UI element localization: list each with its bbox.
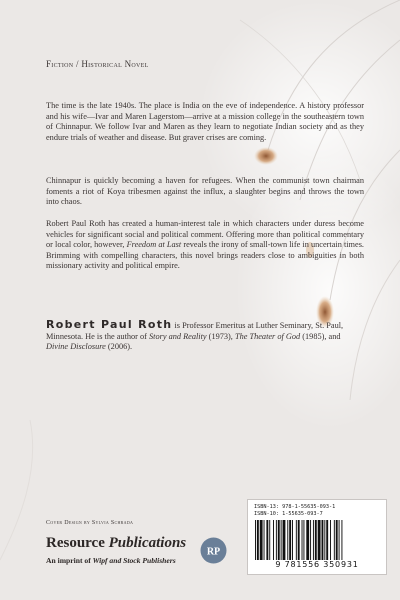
barcode-bar bbox=[339, 520, 340, 560]
publisher-name-part: Resource bbox=[46, 535, 109, 551]
barcode-bar bbox=[269, 520, 270, 560]
barcode-bar bbox=[324, 520, 325, 560]
barcode-bar bbox=[287, 520, 288, 560]
barcode-bar bbox=[330, 520, 331, 560]
publisher-name bbox=[46, 535, 186, 552]
barcode-bar bbox=[273, 520, 274, 560]
barcode-bar bbox=[302, 520, 303, 560]
author-book-title: Divine Disclosure bbox=[46, 342, 106, 352]
barcode-digits: 9 781556 350931 bbox=[275, 560, 359, 569]
genre-label: Fiction / Historical Novel bbox=[46, 59, 149, 69]
barcode-bar bbox=[334, 520, 335, 560]
barcode-bar bbox=[296, 520, 297, 560]
imprint-text: An imprint of bbox=[46, 556, 93, 565]
barcode-bar bbox=[255, 520, 256, 560]
blurb-paragraph-2: Chinnapur is quickly becoming a haven for refugees. When the communist town chairman foments a riot of Koya tribesmen against the influx, a slaughter begins and throws the town into chaos. bbox=[46, 176, 364, 207]
publisher-logo bbox=[200, 537, 227, 564]
publisher-name-part: Publications bbox=[108, 535, 187, 551]
barcode-bar bbox=[283, 520, 286, 560]
publisher-imprint bbox=[46, 556, 176, 565]
logo-text: RP bbox=[206, 546, 221, 558]
blurb-paragraph-1: The time is the late 1940s. The place is India on the eve of independence. A history professor and his wife—Ivar and Maren Lagerstom—arrive at a mission college in the southeastern town of Chinnapur. We follow Ivar and Maren as they learn to negotiate Indian society and as they endure trials of weather and disease. But graver crises are coming. bbox=[46, 101, 364, 142]
isbn-13: ISBN-13: 978-1-55635-093-1 bbox=[254, 504, 336, 510]
cover-design-credit: Cover Design by Sylvia Schrada bbox=[46, 520, 134, 526]
blurb-text: reveals the irony of small-town life in uncertain times. Brimming with compelling characters, this novel brings readers close to ambiguities in both missionary activity and political empire. bbox=[46, 240, 365, 271]
author-book-title: The Theater of God bbox=[234, 331, 301, 341]
author-bio bbox=[46, 320, 364, 353]
barcode bbox=[247, 499, 387, 575]
author-book-title: Story and Reality bbox=[149, 331, 207, 341]
book-title: Freedom at Last bbox=[126, 240, 182, 250]
barcode-bar bbox=[260, 520, 263, 560]
barcode-bar bbox=[303, 520, 304, 560]
barcode-bar bbox=[313, 520, 314, 560]
barcode-bar bbox=[310, 520, 311, 560]
blurb-text: Robert Paul Roth has created a human-interest tale in which characters under duress become vehicles for significant social and political comment. Offering more than political commentary or local color, however, bbox=[46, 219, 364, 250]
barcode-bar bbox=[298, 520, 300, 560]
isbn-10: ISBN-10: 1-55635-093-7 bbox=[254, 511, 323, 517]
author-bio-text: (1973), bbox=[206, 331, 235, 341]
barcode-bar bbox=[281, 520, 282, 560]
author-bio-text: (2006). bbox=[105, 342, 133, 352]
barcode-bar bbox=[292, 520, 293, 560]
barcode-bar bbox=[276, 520, 277, 560]
barcode-bar bbox=[315, 520, 317, 560]
barcode-bar bbox=[257, 520, 259, 560]
barcode-bar bbox=[326, 520, 328, 560]
blurb-paragraph-3 bbox=[46, 219, 364, 272]
barcode-bar bbox=[322, 520, 324, 560]
barcode-bar bbox=[264, 520, 265, 560]
imprint-publisher: Wipf and Stock Publishers bbox=[92, 556, 176, 565]
barcode-bar bbox=[318, 520, 321, 560]
barcode-bar bbox=[336, 520, 338, 560]
barcode-bar bbox=[289, 520, 291, 560]
author-bio-text: is Professor Emeritus at Luther Seminary, St. Paul, Minnesota. He is the author of bbox=[46, 321, 344, 341]
author-bio-text: (1985), and bbox=[300, 331, 341, 341]
barcode-bar bbox=[306, 520, 309, 560]
barcode-bar bbox=[266, 520, 268, 560]
barcode-bar bbox=[341, 520, 342, 560]
barcode-bar bbox=[278, 520, 280, 560]
author-name: Robert Paul Roth bbox=[46, 318, 173, 331]
barcode-bars bbox=[253, 520, 381, 560]
